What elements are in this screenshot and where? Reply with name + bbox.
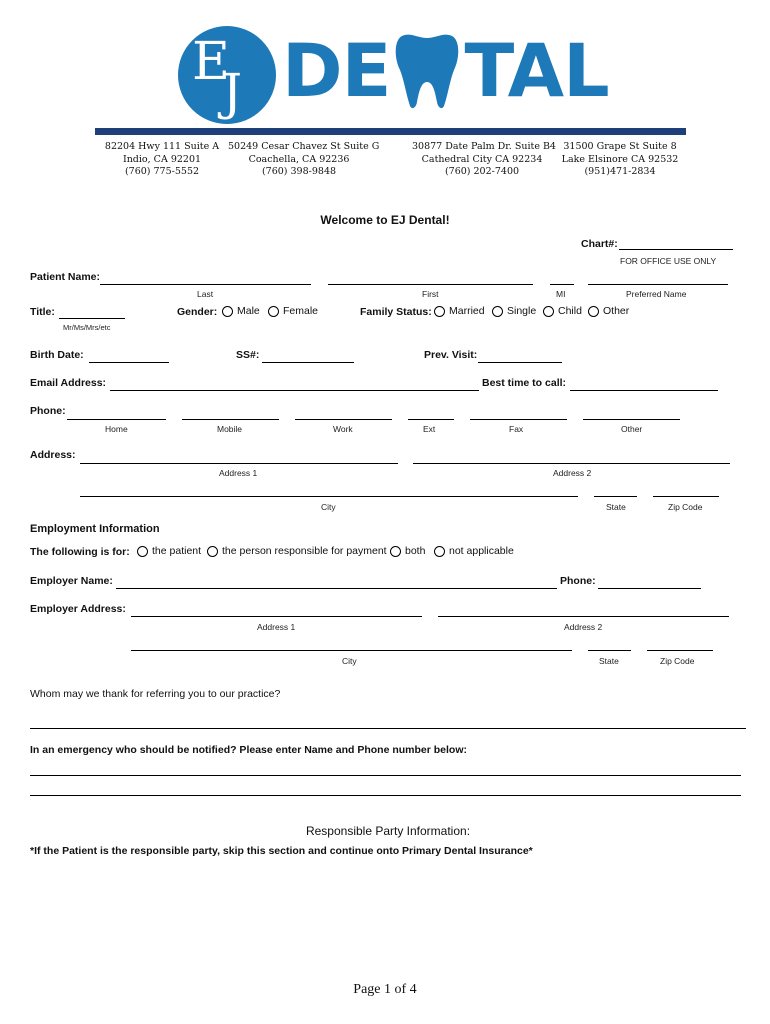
responsible-heading: Responsible Party Information:: [305, 824, 471, 838]
office-address: 31500 Grape St Suite 8: [563, 141, 677, 152]
state-caption: State: [606, 502, 626, 512]
last-name-field[interactable]: [100, 284, 311, 285]
logo-word-part2: TAL: [464, 29, 609, 114]
address2-field[interactable]: [413, 463, 730, 464]
employer-phone-label: Phone:: [560, 575, 596, 587]
title-label: Title:: [30, 306, 55, 318]
employer-city-caption: City: [342, 656, 357, 666]
address2-caption: Address 2: [553, 468, 592, 478]
radio-circle[interactable]: [492, 306, 503, 317]
logo-initial-e: E: [192, 32, 230, 92]
employer-state-caption: State: [599, 656, 619, 666]
phone-work-field[interactable]: [295, 419, 392, 420]
middle-initial-field[interactable]: [550, 284, 574, 285]
employment-for-responsible[interactable]: [207, 545, 387, 557]
option-label: Single: [507, 305, 537, 317]
option-label: not applicable: [449, 545, 514, 557]
employment-heading: Employment Information: [30, 523, 160, 535]
employer-address1-caption: Address 1: [257, 622, 296, 632]
radio-circle[interactable]: [390, 546, 401, 557]
employer-address1-field[interactable]: [131, 616, 422, 617]
phone-fax-caption: Fax: [509, 424, 524, 434]
logo-circle: [178, 26, 276, 124]
office-city: Indio, CA 92201: [122, 153, 202, 165]
email-label: Email Address:: [30, 377, 107, 389]
option-label: Female: [283, 305, 319, 317]
radio-circle[interactable]: [268, 306, 279, 317]
title-field[interactable]: [59, 318, 125, 319]
employer-zip-caption: Zip Code: [660, 656, 695, 666]
option-label: the patient: [152, 545, 202, 557]
employer-name-field[interactable]: [116, 588, 557, 589]
header-rule: [95, 128, 686, 135]
address-label: Address:: [30, 449, 76, 461]
phone-mobile-field[interactable]: [182, 419, 279, 420]
employment-for-label: The following is for:: [30, 546, 130, 558]
birth-date-field[interactable]: [89, 362, 169, 363]
phone-home-field[interactable]: [67, 419, 166, 420]
tooth-icon: [392, 30, 462, 110]
phone-fax-field[interactable]: [470, 419, 567, 420]
option-label: the person responsible for payment: [222, 545, 387, 557]
chart-number-field[interactable]: [619, 249, 733, 250]
preferred-name-field[interactable]: [588, 284, 728, 285]
employment-for-both[interactable]: [390, 545, 425, 557]
office-phone: (951)471-2834: [584, 166, 656, 177]
phone-mobile-caption: Mobile: [217, 424, 243, 434]
family-status-label: Family Status:: [360, 306, 432, 318]
employment-for-patient[interactable]: [137, 545, 201, 557]
mi-caption: MI: [556, 289, 566, 299]
option-label: both: [405, 545, 426, 557]
employer-address2-caption: Address 2: [564, 622, 603, 632]
patient-name-label: Patient Name:: [30, 271, 101, 283]
first-name-field[interactable]: [328, 284, 533, 285]
office-city: Cathedral City CA 92234: [421, 153, 543, 165]
chart-label: Chart#:: [581, 238, 618, 250]
office-phone: (760) 398-9848: [261, 166, 337, 177]
welcome-heading: Welcome to EJ Dental!: [320, 213, 450, 227]
phone-work-caption: Work: [333, 424, 353, 434]
page-number: Page 1 of 4: [353, 982, 417, 997]
family-option-other[interactable]: [588, 305, 629, 317]
responsible-note: *If the Patient is the responsible party, skip this section and continue onto Primary Dental Insurance*: [30, 845, 533, 857]
employer-address2-field[interactable]: [438, 616, 729, 617]
state-field[interactable]: [594, 496, 637, 497]
logo-wordmark: [282, 30, 609, 114]
zip-caption: Zip Code: [668, 502, 703, 512]
employment-for-not-applicable[interactable]: [434, 545, 514, 557]
prev-visit-field[interactable]: [478, 362, 562, 363]
ssn-field[interactable]: [262, 362, 354, 363]
employer-city-field[interactable]: [131, 650, 572, 651]
office-address: 82204 Hwy 111 Suite A: [104, 141, 220, 152]
referral-field[interactable]: [30, 728, 746, 729]
option-label: Male: [237, 305, 260, 317]
office-lake-elsinore: [558, 141, 682, 179]
phone-other-field[interactable]: [583, 419, 680, 420]
office-coachella: [228, 141, 380, 179]
family-option-child[interactable]: [543, 305, 582, 317]
employer-zip-field[interactable]: [647, 650, 713, 651]
emergency-contact-field-1[interactable]: [30, 775, 741, 776]
email-field[interactable]: [110, 390, 479, 391]
address1-caption: Address 1: [219, 468, 258, 478]
logo-word-part1: DE: [282, 29, 391, 114]
radio-circle[interactable]: [434, 306, 445, 317]
phone-home-caption: Home: [105, 424, 128, 434]
family-option-single[interactable]: [492, 305, 536, 317]
birth-date-label: Birth Date:: [30, 349, 84, 361]
title-hint: Mr/Ms/Mrs/etc: [63, 323, 111, 332]
office-address: 50249 Cesar Chavez St Suite G: [228, 141, 380, 152]
logo-initial-j: J: [222, 63, 243, 121]
employer-state-field[interactable]: [588, 650, 631, 651]
office-phone: (760) 202-7400: [444, 166, 520, 177]
radio-circle[interactable]: [207, 546, 218, 557]
gender-label: Gender:: [177, 306, 218, 318]
best-time-label: Best time to call:: [482, 377, 567, 389]
city-field[interactable]: [80, 496, 578, 497]
employer-name-label: Employer Name:: [30, 575, 113, 587]
prev-visit-label: Prev. Visit:: [424, 349, 478, 361]
office-cathedral-city: [412, 141, 556, 179]
employer-phone-field[interactable]: [598, 588, 701, 589]
emergency-prompt: In an emergency who should be notified? Please enter Name and Phone number below:: [30, 744, 467, 756]
gender-option-male[interactable]: [222, 305, 260, 317]
family-option-married[interactable]: [434, 305, 485, 317]
best-time-field[interactable]: [570, 390, 718, 391]
option-label: Other: [603, 305, 630, 317]
option-label: Child: [558, 305, 582, 317]
city-caption: City: [321, 502, 336, 512]
radio-circle[interactable]: [434, 546, 445, 557]
referral-question: Whom may we thank for referring you to our practice?: [30, 688, 281, 700]
radio-circle[interactable]: [588, 306, 599, 317]
zip-field[interactable]: [653, 496, 719, 497]
office-use-note: FOR OFFICE USE ONLY: [620, 256, 717, 266]
office-city: Coachella, CA 92236: [248, 153, 350, 165]
preferred-name-caption: Preferred Name: [626, 289, 687, 299]
radio-circle[interactable]: [222, 306, 233, 317]
phone-other-caption: Other: [621, 424, 643, 434]
radio-circle[interactable]: [137, 546, 148, 557]
gender-option-female[interactable]: [268, 305, 318, 317]
office-indio: [100, 141, 224, 179]
first-name-caption: First: [422, 289, 439, 299]
office-address: 30877 Date Palm Dr. Suite B4: [412, 141, 556, 152]
emergency-contact-field-2[interactable]: [30, 795, 741, 796]
option-label: Married: [449, 305, 485, 317]
phone-label: Phone:: [30, 405, 66, 417]
office-city: Lake Elsinore CA 92532: [561, 153, 679, 165]
phone-ext-field[interactable]: [408, 419, 454, 420]
ssn-label: SS#:: [236, 349, 260, 361]
employer-address-label: Employer Address:: [30, 603, 126, 615]
radio-circle[interactable]: [543, 306, 554, 317]
office-phone: (760) 775-5552: [124, 166, 200, 177]
phone-ext-caption: Ext: [423, 424, 436, 434]
address1-field[interactable]: [80, 463, 398, 464]
last-name-caption: Last: [197, 289, 214, 299]
